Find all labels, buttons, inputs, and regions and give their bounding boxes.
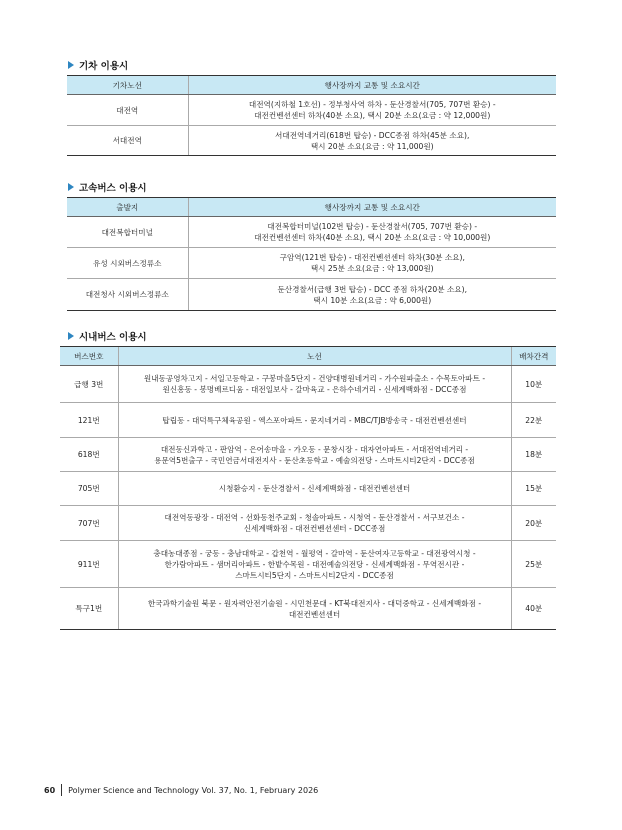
section-title-express-bus bbox=[68, 180, 147, 194]
bus-interval: 20분 bbox=[511, 506, 556, 541]
route-description: 둔산경찰서(급행 3번 탑승) - DCC 종점 하차(20분 소요), 택시 10분 소요(요금 : 약 6,000원) bbox=[188, 279, 556, 311]
route-description: 서대전역네거리(618번 탑승) - DCC종점 하차(45분 소요), 택시 20분 소요(요금 : 약 11,000원) bbox=[188, 126, 556, 156]
bus-number: 급행 3번 bbox=[60, 366, 118, 403]
table-row bbox=[67, 217, 556, 248]
section-title-text: 시내버스 이용시 bbox=[79, 332, 147, 343]
footer-divider bbox=[61, 784, 62, 796]
table-row bbox=[60, 438, 556, 472]
table-row bbox=[60, 472, 556, 506]
bus-route: 탑립동 - 대덕특구체육공원 - 엑스포아파트 - 문지네거리 - MBC/TJB방송국 - 대전컨벤션센터 bbox=[118, 403, 511, 438]
page-footer bbox=[44, 784, 318, 796]
header-cell: 노선 bbox=[118, 347, 511, 366]
table-row bbox=[60, 588, 556, 630]
table-row bbox=[60, 541, 556, 588]
header-cell: 행사장까지 교통 및 소요시간 bbox=[188, 76, 556, 95]
station-name: 서대전역 bbox=[67, 126, 188, 156]
table-header-row bbox=[67, 198, 556, 217]
bus-number: 특구1번 bbox=[60, 588, 118, 630]
header-cell: 배차간격 bbox=[511, 347, 556, 366]
bus-interval: 15분 bbox=[511, 472, 556, 506]
section-title-city-bus bbox=[68, 329, 147, 343]
bus-route: 충대농대종점 - 궁동 - 충남대학교 - 갑천역 - 월평역 - 갈마역 - 둔산여자고등학교 - 대전광역시청 - 한가람아파트 - 샘머리아파트 - 한밭수목원 - 대전예술의전당 - 신세계백화점 - 무역전시관 - 스마트시티5단지 - 스마트시티2단지 - DCC종점 bbox=[118, 541, 511, 588]
express-bus-table bbox=[67, 197, 556, 311]
route-description: 구암역(121번 탑승) - 대전컨벤션센터 하차(30분 소요), 택시 25분 소요(요금 : 약 13,000원) bbox=[188, 248, 556, 279]
bus-interval: 40분 bbox=[511, 588, 556, 630]
table-header-row bbox=[60, 347, 556, 366]
header-cell: 출발지 bbox=[67, 198, 188, 217]
bus-route: 대전동신과학고 - 판암역 - 은어송마을 - 가오동 - 문창시장 - 대자연아파트 - 서대전역네거리 - 용문역5번출구 - 국민연금서대전지사 - 둔산초등학교 - 예술의전당 - 스마트시티2단지 - DCC종점 bbox=[118, 438, 511, 472]
header-cell: 행사장까지 교통 및 소요시간 bbox=[188, 198, 556, 217]
journal-citation: Polymer Science and Technology Vol. 37, No. 1, February 2026 bbox=[68, 785, 319, 795]
bus-interval: 22분 bbox=[511, 403, 556, 438]
table-row bbox=[60, 366, 556, 403]
terminal-name: 대전청사 시외버스정류소 bbox=[67, 279, 188, 311]
bus-number: 121번 bbox=[60, 403, 118, 438]
triangle-bullet-icon bbox=[68, 183, 74, 191]
triangle-bullet-icon bbox=[68, 332, 74, 340]
train-table bbox=[67, 75, 556, 156]
table-row bbox=[60, 403, 556, 438]
terminal-name: 대전복합터미널 bbox=[67, 217, 188, 248]
page-number: 60 bbox=[44, 785, 56, 795]
terminal-name: 유성 시외버스정류소 bbox=[67, 248, 188, 279]
table-row bbox=[67, 95, 556, 126]
route-description: 대전복합터미널(102번 탑승) - 둔산경찰서(705, 707번 환승) - 대전컨벤션센터 하차(40분 소요), 택시 20분 소요(요금 : 약 10,000원) bbox=[188, 217, 556, 248]
section-title-text: 기차 이용시 bbox=[79, 61, 129, 72]
bus-interval: 25분 bbox=[511, 541, 556, 588]
bus-number: 705번 bbox=[60, 472, 118, 506]
header-cell: 버스번호 bbox=[60, 347, 118, 366]
bus-route: 시청환승지 - 둔산경찰서 - 신세계백화점 - 대전컨벤션센터 bbox=[118, 472, 511, 506]
bus-number: 618번 bbox=[60, 438, 118, 472]
bus-route: 한국과학기술원 북문 - 원자력안전기술원 - 시민천문대 - KT북대전지사 - 대덕중학교 - 신세계백화점 - 대전컨벤션센터 bbox=[118, 588, 511, 630]
station-name: 대전역 bbox=[67, 95, 188, 126]
route-description: 대전역(지하철 1호선) - 정부청사역 하차 - 둔산경찰서(705, 707번 환승) - 대전컨벤션센터 하차(40분 소요), 택시 20분 소요(요금 : 약 12,000원) bbox=[188, 95, 556, 126]
bus-number: 911번 bbox=[60, 541, 118, 588]
section-title-text: 고속버스 이용시 bbox=[79, 183, 147, 194]
table-row bbox=[67, 248, 556, 279]
bus-route: 원내동공영차고지 - 서일고등학교 - 구봉마을5단지 - 건양대병원네거리 - 가수원파출소 - 수목토아파트 - 원신흥동 - 봉명베르디움 - 대전일보사 - 갈마육교 - 은하수네거리 - 신세계백화점 - DCC종점 bbox=[118, 366, 511, 403]
table-row bbox=[67, 126, 556, 156]
section-title-train bbox=[68, 58, 128, 72]
table-row bbox=[60, 506, 556, 541]
bus-interval: 18분 bbox=[511, 438, 556, 472]
bus-interval: 10분 bbox=[511, 366, 556, 403]
triangle-bullet-icon bbox=[68, 61, 74, 69]
header-cell: 기차노선 bbox=[67, 76, 188, 95]
bus-number: 707번 bbox=[60, 506, 118, 541]
table-row bbox=[67, 279, 556, 311]
table-header-row bbox=[67, 76, 556, 95]
city-bus-table bbox=[60, 346, 556, 630]
bus-route: 대전역동광장 - 대전역 - 선화동천주교회 - 청솔아파트 - 시청역 - 둔산경찰서 - 서구보건소 - 신세계백화점 - 대전컨벤션센터 - DCC종점 bbox=[118, 506, 511, 541]
